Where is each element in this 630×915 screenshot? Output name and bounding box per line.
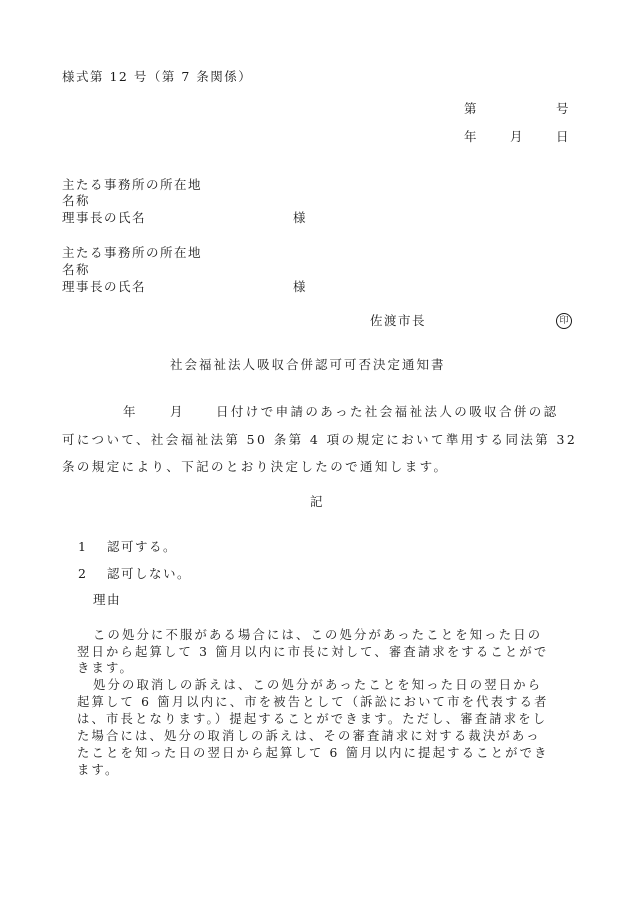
reason-label: 理由 [93, 592, 122, 607]
ki-heading: 記 [310, 494, 325, 509]
doc-number-suffix: 号 [556, 101, 571, 116]
form-number: 様式第 12 号（第 7 条関係） [62, 69, 253, 84]
notice-para1-line1: この処分に不服がある場合には、この処分があったことを知った日の [93, 628, 543, 642]
chairperson-name-label: 理事長の氏名 [62, 279, 147, 294]
list-item-label: 認可しない。 [107, 566, 192, 581]
notice-para2-line3: は、市長となります。）提起することができます。ただし、審査請求をし [77, 712, 548, 726]
chairperson-name-label: 理事長の氏名 [62, 210, 147, 225]
date-year-label: 年 [464, 129, 479, 144]
honorific-sama: 様 [293, 210, 308, 225]
notice-para2-line2: 起算して 6 箇月以内に、市を被告として（訴訟において市を代表する者 [77, 695, 549, 709]
seal-mark-icon: 印 [556, 313, 572, 329]
body-month-label: 月 [170, 404, 185, 419]
honorific-sama: 様 [293, 279, 308, 294]
notice-para2-line6: ます。 [77, 763, 120, 777]
notice-para1-line3: きます。 [77, 661, 135, 675]
issuer-title: 佐渡市長 [370, 313, 427, 328]
list-item-number: 2 [78, 566, 88, 581]
body-line-1: 日付けで申請のあった社会福祉法人の吸収合併の認 [216, 404, 559, 419]
document-title: 社会福祉法人吸収合併認可可否決定通知書 [170, 357, 446, 372]
date-month-label: 月 [510, 129, 525, 144]
list-item-number: 1 [78, 539, 88, 554]
corporation-name-label: 名称 [62, 262, 91, 277]
office-address-label: 主たる事務所の所在地 [62, 177, 203, 192]
date-day-label: 日 [556, 129, 571, 144]
doc-number-prefix: 第 [464, 101, 479, 116]
corporation-name-label: 名称 [62, 193, 91, 208]
body-year-label: 年 [123, 404, 138, 419]
body-line-2: 可について、社会福祉法第 50 条第 4 項の規定において準用する同法第 32 [62, 432, 578, 447]
notice-para2-line4: た場合には、処分の取消しの訴えは、その審査請求に対する裁決があっ [77, 729, 541, 743]
notice-para1-line2: 翌日から起算して 3 箇月以内に市長に対して、審査請求をすることがで [77, 645, 549, 659]
notice-para2-line1: 処分の取消しの訴えは、この処分があったことを知った日の翌日から [93, 678, 543, 692]
notice-para2-line5: たことを知った日の翌日から起算して 6 箇月以内に提起することができ [77, 746, 549, 760]
body-line-3: 条の規定により、下記のとおり決定したので通知します。 [62, 459, 449, 474]
office-address-label: 主たる事務所の所在地 [62, 245, 203, 260]
list-item-label: 認可する。 [107, 539, 178, 554]
